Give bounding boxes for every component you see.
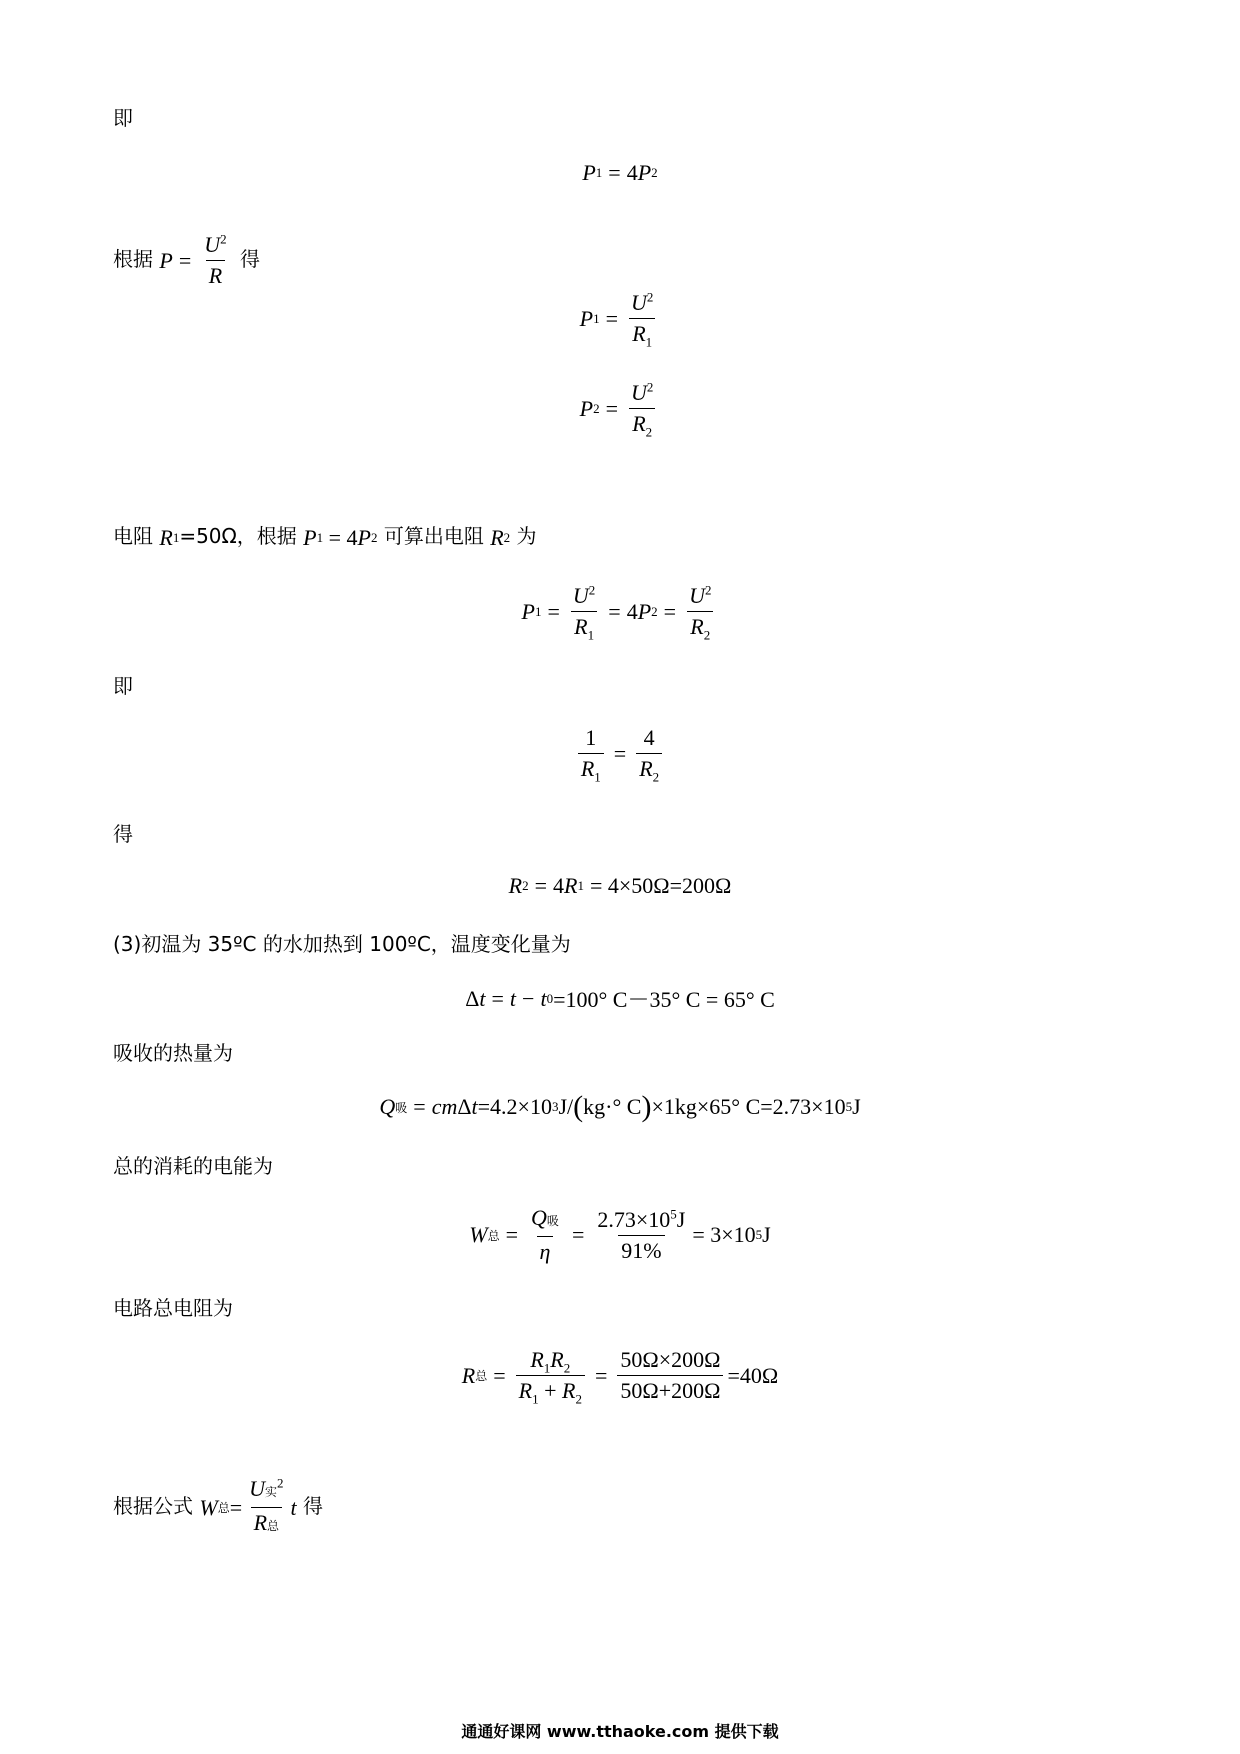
text-absorbed-heat: 吸收的热量为 [113,1041,233,1065]
equation-1-r1-4-r2: $\frac{1}{R_1}$ = $\frac{4}{R_2}$ [0,725,1240,782]
equation-p1-4p2: P 1 = 4 P 2 [582,160,658,185]
r-den: 50Ω+200Ω [617,1375,723,1404]
equation-p1-chain: P 1 = $\frac{U^2}{R_1}$ = 4 P 2 = $\frac{U^2}{R_2}$ [521,582,712,643]
text-de: 得 [239,247,260,271]
text-genju-p-formula [113,232,260,289]
text-ji-2: 即 [113,674,133,698]
sub-zong-w2: 总 [217,1500,230,1515]
w-result: = 3×10 [692,1222,756,1247]
sub-xi-2: 吸 [546,1214,559,1228]
equation-r-total: R 总 = $\frac{R_1R_2}{R_1 + R_2}$ = $\frac{50\Omega\times 200\Omega}{50\Omega+200\Omega}$ =40Ω [461,1347,779,1407]
r-result: =40Ω [727,1362,779,1388]
text-r1-value: =50Ω，根据 [179,524,297,548]
equation-r2-result: R 2 = 4 R 1 = 4×50Ω=200Ω [508,873,732,898]
w-result-unit: J [762,1222,771,1247]
text-genju-gongshi: 根据公式 [113,1494,193,1518]
q-unit-b: kg·° C [583,1094,642,1119]
text-total-resistance: 电路总电阻为 [113,1296,233,1320]
q-rest: ×1kg×65° C=2.73×10 [651,1094,846,1119]
equation-delta-t: Δ t = t − t 0 =100° C－35° C = 65° C [0,983,1240,1014]
equation-q-absorbed: Q 吸 = cm Δ t = 4.2×10 3 J/ ( kg·° C ) ×1kg×65° C=2.73×10 5 J [379,1090,861,1123]
equation-w-total: W 总 = $\frac{\text{Q吸}}{\eta}$ = $\frac{2.73\times 10^5J}{91\%}$ = 3×10 5 J [469,1205,771,1264]
text-formula-intro [113,1476,323,1539]
r2-result-value: = 4×50Ω=200Ω [589,873,732,898]
sub-zong-r2: 总 [267,1519,280,1533]
text-total-energy: 总的消耗的电能为 [113,1154,273,1178]
text-ji-1: 即 [113,106,133,130]
text-de-2: 得 [303,1494,324,1518]
text-genju: 根据 [113,247,153,271]
sub-shi: 实 [265,1485,278,1499]
formula-p-u2-r: P = $\frac{U^2}{R}$ [159,231,227,288]
text-wei: 为 [516,524,537,548]
sub-zong-r: 总 [475,1369,488,1383]
delta-t-value: =100° C－35° C = 65° C [553,987,775,1012]
sub-zong-w: 总 [487,1228,500,1243]
r-num: 50Ω×200Ω [620,1347,721,1372]
equation-p1-u2-r1: P 1 = $\frac{U^2}{R_1}$ [579,289,654,350]
q-end: J [852,1094,861,1119]
text-de-1: 得 [113,822,133,846]
w-num: 2.73×10 [597,1206,671,1232]
text-resistor-intro: 电阻 R 1 =50Ω，根据 P 1 = 4 P 2 可算出电阻 R 2 为 [113,524,537,550]
footer-watermark: 通通好课网 www.tthaoke.com 提供下载 [461,1722,779,1741]
sub-xi: 吸 [395,1100,408,1115]
text-dianzu: 电阻 [113,524,153,548]
q-unit-a: J/ [558,1094,574,1119]
w-num-unit: J [676,1206,686,1232]
w-den: 91% [618,1235,664,1264]
equation-p2-u2-r2: P 2 = $\frac{U^2}{R_2}$ [579,379,654,440]
text-kesuanchu: 可算出电阻 [383,524,484,548]
formula-w-total: W 总 = $\frac{U实^2}{\text{R总}}$ t [199,1476,296,1539]
text-part3: (3)初温为 35ºC 的水加热到 100ºC，温度变化量为 [113,932,571,956]
q-value: 4.2×10 [490,1094,552,1119]
